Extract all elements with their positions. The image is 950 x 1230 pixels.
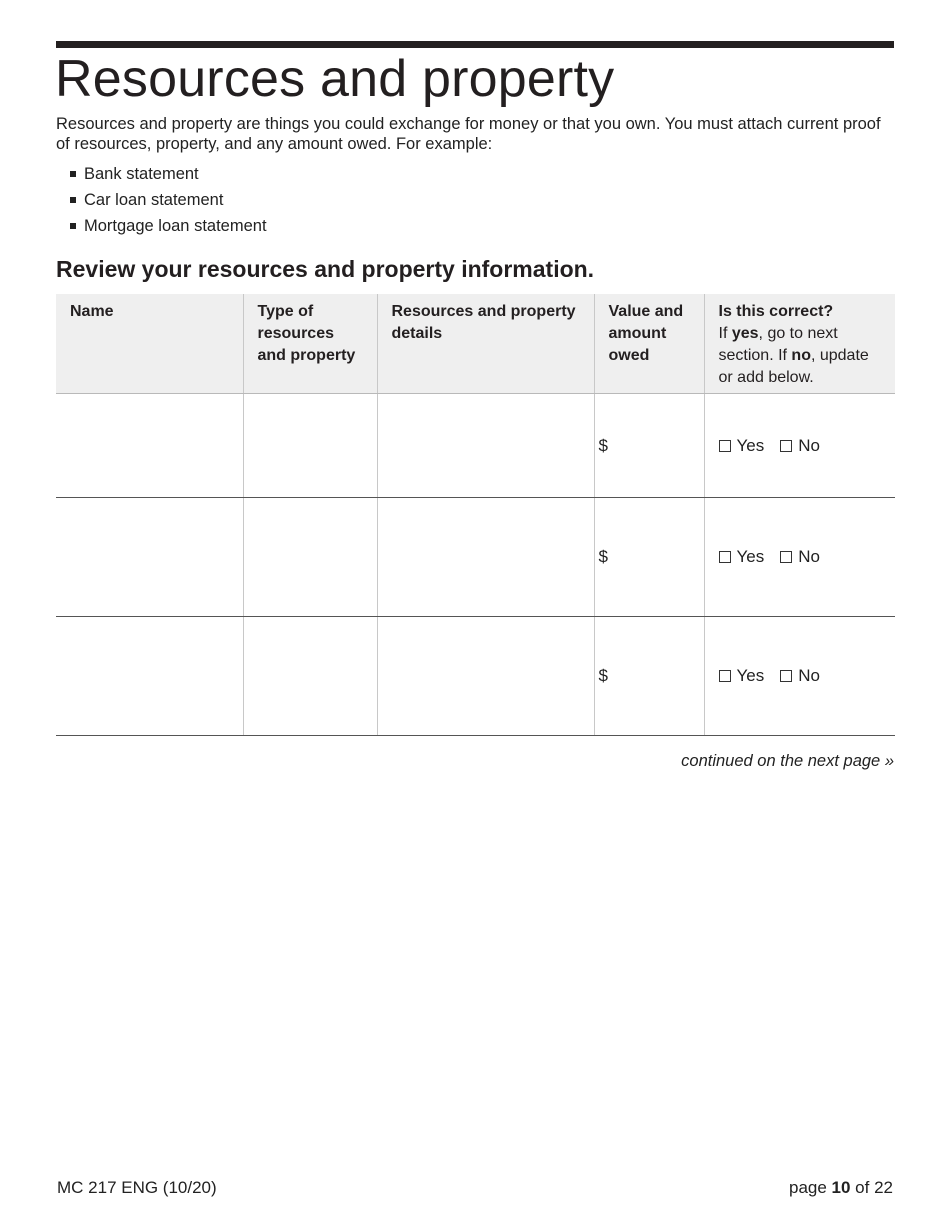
yes-checkbox[interactable]: Yes [719,547,765,566]
continued-note: continued on the next page » [681,752,894,770]
intro-text: Resources and property are things you could exchange for money or that you own. You must attach current proof of resources, property, and any amount owed. For example: [56,115,881,153]
type-cell[interactable] [243,498,377,617]
correct-cell [704,617,895,736]
section-heading: Review your resources and property information. [56,256,595,282]
header-value: Value and amount owed [594,294,704,394]
no-checkbox[interactable]: No [780,666,820,685]
square-bullet-icon [70,223,76,229]
example-list [70,161,267,239]
details-cell[interactable] [377,394,594,498]
yes-checkbox[interactable]: Yes [719,436,765,455]
details-cell[interactable] [377,617,594,736]
correct-cell [704,394,895,498]
table-row [56,498,895,617]
name-cell[interactable] [56,498,243,617]
type-cell[interactable] [243,394,377,498]
top-rule [56,41,894,48]
header-details: Resources and property details [377,294,594,394]
value-cell[interactable]: $ [594,394,704,498]
square-bullet-icon [70,171,76,177]
resources-table [56,294,895,736]
details-cell[interactable] [377,498,594,617]
list-item: Car loan statement [70,187,267,213]
page-number: page 10 of 22 [788,1178,893,1197]
square-bullet-icon [70,197,76,203]
no-checkbox[interactable]: No [780,547,820,566]
list-item: Bank statement [70,161,267,187]
name-cell[interactable] [56,394,243,498]
type-cell[interactable] [243,617,377,736]
table-row [56,617,895,736]
value-cell[interactable]: $ [594,617,704,736]
page-title: Resources and property [55,50,615,108]
no-checkbox[interactable]: No [780,436,820,455]
value-cell[interactable]: $ [594,498,704,617]
form-id: MC 217 ENG (10/20) [57,1178,217,1197]
table-row [56,394,895,498]
list-item: Mortgage loan statement [70,213,267,239]
header-correct: Is this correct? If yes, go to next section. If no, update or add below. [704,294,895,394]
name-cell[interactable] [56,617,243,736]
header-type: Type of resources and property [243,294,377,394]
yes-checkbox[interactable]: Yes [719,666,765,685]
header-name: Name [56,294,243,394]
correct-cell [704,498,895,617]
